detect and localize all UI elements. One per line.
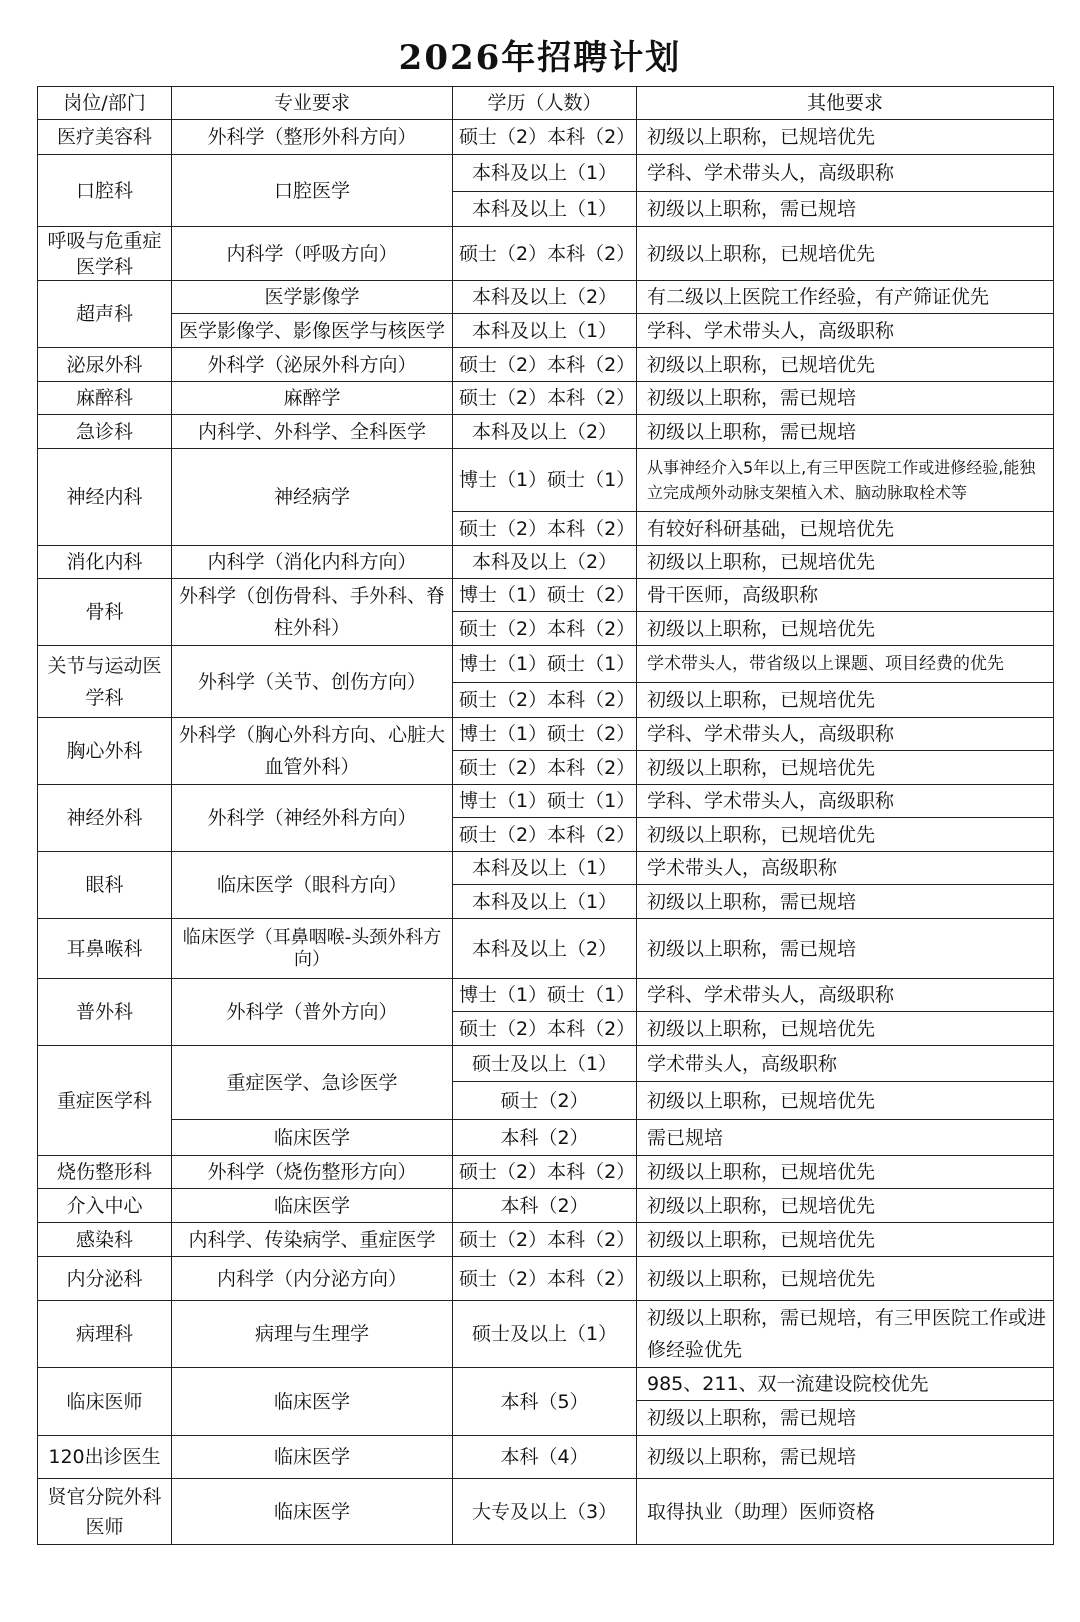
dept-cell: 关节与运动医学科 <box>38 646 172 718</box>
edu-cell: 硕士（2）本科（2） <box>453 1223 637 1257</box>
dept-cell: 感染科 <box>38 1223 172 1257</box>
other-cell: 初级以上职称，需已规培 <box>637 1436 1054 1479</box>
edu-cell: 硕士及以上（1） <box>453 1046 637 1082</box>
dept-cell: 普外科 <box>38 979 172 1046</box>
edu-cell: 硕士及以上（1） <box>453 1301 637 1368</box>
edu-cell: 硕士（2）本科（2） <box>453 818 637 852</box>
edu-cell: 本科及以上（2） <box>453 919 637 979</box>
edu-cell: 本科（2） <box>453 1120 637 1156</box>
table-row <box>38 1301 1054 1368</box>
major-cell: 外科学（创伤骨科、手外科、脊柱外科） <box>172 579 453 646</box>
other-cell: 初级以上职称，需已规培，有三甲医院工作或进修经验优先 <box>637 1301 1054 1368</box>
major-cell: 外科学（泌尿外科方向） <box>172 348 453 382</box>
other-cell: 学术带头人，高级职称 <box>637 852 1054 885</box>
dept-cell: 神经内科 <box>38 449 172 546</box>
major-cell: 口腔医学 <box>172 155 453 227</box>
dept-cell: 介入中心 <box>38 1189 172 1223</box>
edu-cell: 硕士（2）本科（2） <box>453 612 637 646</box>
other-cell: 初级以上职称，已规培优先 <box>637 227 1054 281</box>
major-cell: 内科学（呼吸方向） <box>172 227 453 281</box>
edu-cell: 本科及以上（2） <box>453 415 637 449</box>
dept-cell: 临床医师 <box>38 1368 172 1436</box>
table-row <box>38 155 1054 192</box>
major-cell: 临床医学 <box>172 1189 453 1223</box>
other-cell: 初级以上职称，已规培优先 <box>637 1223 1054 1257</box>
edu-cell: 硕士（2）本科（2） <box>453 382 637 415</box>
dept-cell: 内分泌科 <box>38 1257 172 1301</box>
other-cell: 初级以上职称，需已规培 <box>637 885 1054 919</box>
table-header-row <box>38 87 1054 120</box>
table-row <box>38 281 1054 314</box>
table-row <box>38 785 1054 818</box>
edu-cell: 博士（1）硕士（2） <box>453 579 637 612</box>
edu-cell: 本科及以上（1） <box>453 314 637 348</box>
other-cell: 从事神经介入5年以上,有三甲医院工作或进修经验,能独立完成颅外动脉支架植入术、脑动脉取栓术等 <box>637 449 1054 512</box>
major-cell: 外科学（烧伤整形方向） <box>172 1156 453 1189</box>
other-cell: 学科、学术带头人，高级职称 <box>637 979 1054 1012</box>
other-cell: 骨干医师，高级职称 <box>637 579 1054 612</box>
table-row <box>38 1120 1054 1156</box>
edu-cell: 硕士（2）本科（2） <box>453 227 637 281</box>
edu-cell: 本科及以上（1） <box>453 192 637 227</box>
other-cell: 初级以上职称，已规培优先 <box>637 751 1054 785</box>
major-cell: 医学影像学 <box>172 281 453 314</box>
dept-cell: 口腔科 <box>38 155 172 227</box>
other-cell: 需已规培 <box>637 1120 1054 1156</box>
table-row <box>38 646 1054 683</box>
major-cell: 外科学（整形外科方向） <box>172 120 453 155</box>
other-cell: 取得执业（助理）医师资格 <box>637 1479 1054 1545</box>
table-row <box>38 120 1054 155</box>
other-cell: 初级以上职称，已规培优先 <box>637 1012 1054 1046</box>
dept-cell: 重症医学科 <box>38 1046 172 1156</box>
table-row <box>38 382 1054 415</box>
major-cell: 病理与生理学 <box>172 1301 453 1368</box>
dept-cell: 神经外科 <box>38 785 172 852</box>
other-cell: 有二级以上医院工作经验，有产筛证优先 <box>637 281 1054 314</box>
table-row <box>38 546 1054 579</box>
major-cell: 内科学（内分泌方向） <box>172 1257 453 1301</box>
other-cell: 初级以上职称，需已规培 <box>637 919 1054 979</box>
edu-cell: 硕士（2）本科（2） <box>453 512 637 546</box>
edu-cell: 本科及以上（1） <box>453 155 637 192</box>
header-major: 专业要求 <box>172 87 453 120</box>
dept-cell: 烧伤整形科 <box>38 1156 172 1189</box>
table-row <box>38 1436 1054 1479</box>
edu-cell: 硕士（2）本科（2） <box>453 1156 637 1189</box>
major-cell: 临床医学（眼科方向） <box>172 852 453 919</box>
dept-cell: 骨科 <box>38 579 172 646</box>
edu-cell: 本科（5） <box>453 1368 637 1436</box>
major-cell: 重症医学、急诊医学 <box>172 1046 453 1120</box>
dept-cell: 泌尿外科 <box>38 348 172 382</box>
table-row <box>38 348 1054 382</box>
major-cell: 外科学（胸心外科方向、心脏大血管外科） <box>172 718 453 785</box>
edu-cell: 大专及以上（3） <box>453 1479 637 1545</box>
other-cell: 学术带头人，高级职称 <box>637 1046 1054 1082</box>
dept-cell: 眼科 <box>38 852 172 919</box>
other-cell: 初级以上职称，已规培优先 <box>637 818 1054 852</box>
other-cell: 初级以上职称，已规培优先 <box>637 612 1054 646</box>
table-row <box>38 1046 1054 1082</box>
edu-cell: 硕士（2） <box>453 1082 637 1120</box>
edu-cell: 博士（1）硕士（2） <box>453 718 637 751</box>
dept-cell: 120出诊医生 <box>38 1436 172 1479</box>
edu-cell: 本科（4） <box>453 1436 637 1479</box>
edu-cell: 硕士（2）本科（2） <box>453 1012 637 1046</box>
other-cell: 初级以上职称，需已规培 <box>637 1401 1054 1436</box>
table-row <box>38 314 1054 348</box>
table-row <box>38 1223 1054 1257</box>
dept-cell: 麻醉科 <box>38 382 172 415</box>
other-cell: 初级以上职称，已规培优先 <box>637 1156 1054 1189</box>
dept-cell: 病理科 <box>38 1301 172 1368</box>
major-cell: 临床医学 <box>172 1479 453 1545</box>
dept-cell: 耳鼻喉科 <box>38 919 172 979</box>
other-cell: 学科、学术带头人，高级职称 <box>637 155 1054 192</box>
major-cell: 内科学（消化内科方向） <box>172 546 453 579</box>
page-title: 2026年招聘计划 <box>398 38 682 78</box>
other-cell: 初级以上职称，已规培优先 <box>637 1257 1054 1301</box>
edu-cell: 硕士（2）本科（2） <box>453 120 637 155</box>
major-cell: 医学影像学、影像医学与核医学 <box>172 314 453 348</box>
table-row <box>38 1189 1054 1223</box>
major-cell: 神经病学 <box>172 449 453 546</box>
table-row <box>38 579 1054 612</box>
other-cell: 学术带头人，带省级以上课题、项目经费的优先 <box>637 646 1054 683</box>
dept-cell: 医疗美容科 <box>38 120 172 155</box>
table-row <box>38 1479 1054 1545</box>
edu-cell: 本科及以上（2） <box>453 546 637 579</box>
other-cell: 985、211、双一流建设院校优先 <box>637 1368 1054 1401</box>
edu-cell: 博士（1）硕士（1） <box>453 449 637 512</box>
other-cell: 学科、学术带头人，高级职称 <box>637 314 1054 348</box>
table-row <box>38 415 1054 449</box>
edu-cell: 本科（2） <box>453 1189 637 1223</box>
table-row <box>38 919 1054 979</box>
other-cell: 初级以上职称，已规培优先 <box>637 120 1054 155</box>
major-cell: 临床医学 <box>172 1436 453 1479</box>
edu-cell: 硕士（2）本科（2） <box>453 683 637 718</box>
other-cell: 初级以上职称，已规培优先 <box>637 348 1054 382</box>
edu-cell: 博士（1）硕士（1） <box>453 646 637 683</box>
edu-cell: 硕士（2）本科（2） <box>453 348 637 382</box>
table-row <box>38 1368 1054 1401</box>
table-row <box>38 979 1054 1012</box>
major-cell: 麻醉学 <box>172 382 453 415</box>
header-dept: 岗位/部门 <box>38 87 172 120</box>
dept-cell: 胸心外科 <box>38 718 172 785</box>
edu-cell: 博士（1）硕士（1） <box>453 785 637 818</box>
major-cell: 临床医学 <box>172 1368 453 1436</box>
major-cell: 外科学（普外方向） <box>172 979 453 1046</box>
major-cell: 临床医学（耳鼻咽喉-头颈外科方向） <box>172 919 453 979</box>
dept-cell: 呼吸与危重症医学科 <box>38 227 172 281</box>
other-cell: 学科、学术带头人，高级职称 <box>637 718 1054 751</box>
dept-cell: 消化内科 <box>38 546 172 579</box>
major-cell: 内科学、传染病学、重症医学 <box>172 1223 453 1257</box>
major-cell: 临床医学 <box>172 1120 453 1156</box>
edu-cell: 本科及以上（2） <box>453 281 637 314</box>
edu-cell: 本科及以上（1） <box>453 852 637 885</box>
edu-cell: 本科及以上（1） <box>453 885 637 919</box>
table-row <box>38 227 1054 281</box>
other-cell: 初级以上职称，已规培优先 <box>637 683 1054 718</box>
dept-cell: 超声科 <box>38 281 172 348</box>
other-cell: 初级以上职称，已规培优先 <box>637 1082 1054 1120</box>
header-other: 其他要求 <box>637 87 1054 120</box>
other-cell: 初级以上职称，需已规培 <box>637 415 1054 449</box>
other-cell: 学科、学术带头人，高级职称 <box>637 785 1054 818</box>
edu-cell: 硕士（2）本科（2） <box>453 1257 637 1301</box>
edu-cell: 博士（1）硕士（1） <box>453 979 637 1012</box>
recruitment-table <box>37 86 1054 1545</box>
table-row <box>38 1156 1054 1189</box>
other-cell: 有较好科研基础，已规培优先 <box>637 512 1054 546</box>
dept-cell: 急诊科 <box>38 415 172 449</box>
dept-cell: 贤官分院外科医师 <box>38 1479 172 1545</box>
major-cell: 外科学（神经外科方向） <box>172 785 453 852</box>
other-cell: 初级以上职称，已规培优先 <box>637 546 1054 579</box>
header-edu: 学历（人数） <box>453 87 637 120</box>
table-row <box>38 449 1054 512</box>
edu-cell: 硕士（2）本科（2） <box>453 751 637 785</box>
table-row <box>38 718 1054 751</box>
other-cell: 初级以上职称，需已规培 <box>637 192 1054 227</box>
major-cell: 内科学、外科学、全科医学 <box>172 415 453 449</box>
table-row <box>38 852 1054 885</box>
other-cell: 初级以上职称，需已规培 <box>637 382 1054 415</box>
major-cell: 外科学（关节、创伤方向） <box>172 646 453 718</box>
table-row <box>38 1257 1054 1301</box>
other-cell: 初级以上职称，已规培优先 <box>637 1189 1054 1223</box>
